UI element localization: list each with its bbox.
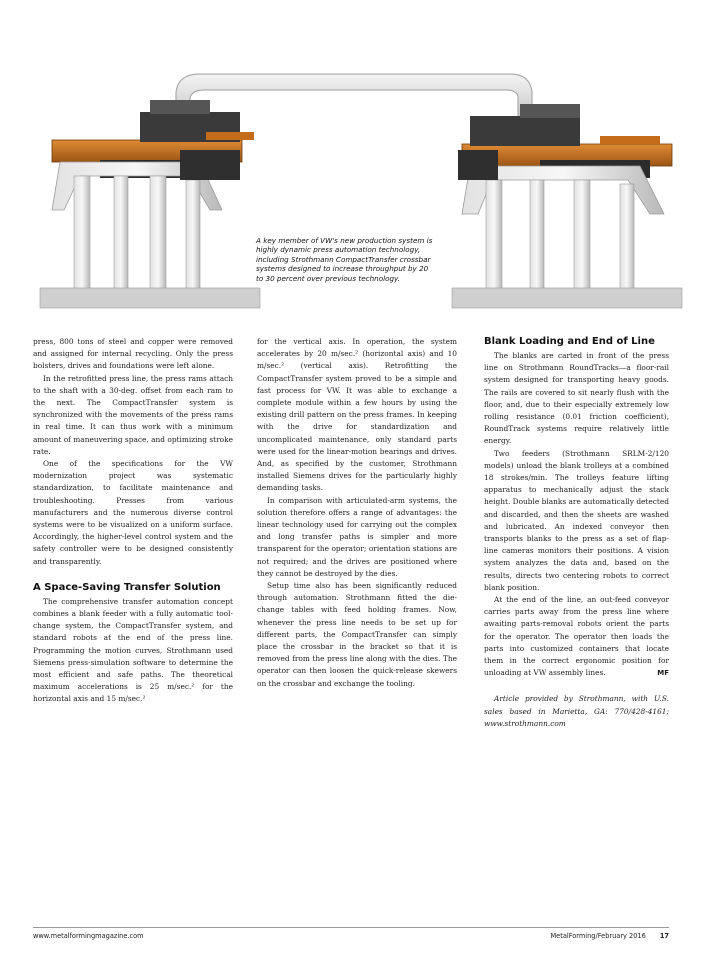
article-column-2	[257, 336, 457, 690]
left-transfer-unit	[40, 100, 260, 308]
section-heading: A Space-Saving Transfer Solution	[33, 581, 221, 593]
article-column-1	[33, 336, 233, 706]
figure-caption: A key member of VW's new production system is highly dynamic press automation technology, including Strothmann CompactTransfer crossbar systems designed to increase throughput by 20 to 30 percent over previous technology.	[256, 236, 433, 283]
magazine-website: www.metalformingmagazine.com	[33, 932, 144, 940]
paragraph: The blanks are carted in front of the press line on Strothmann RoundTracks—a floor-rail system designed for transporting heavy goods. The rails are covered to sit nearly flush with the floor, and, due to their especially extremely low rolling resistance (0.01 friction coefficient), RoundTrack systems require relatively little energy.	[484, 351, 669, 446]
page-footer	[33, 927, 669, 940]
paragraph	[484, 594, 669, 679]
paragraph: press, 800 tons of steel and copper were removed and assigned for internal recycling. Only the press bolsters, drives and foundations were left alone.	[33, 337, 233, 371]
end-mark: MF	[657, 669, 669, 678]
paragraph: In comparison with articulated-arm systems, the solution therefore offers a range of advantages: the linear technology used for carrying out the complex and long transfer paths is simpler and more transparent for the operator; orientation stations are not required; and the drives are positioned where they cannot be destroyed by the dies.	[257, 495, 457, 578]
issue-info	[550, 932, 669, 940]
paragraph: One of the specifications for the VW modernization project was systematic standardization, to facilitate maintenance and troubleshooting. Presses from various manufacturers and the numerous diverse control systems were to be visualized on a uniform surface. Accordingly, the higher-level control system and the safety controller were to be designed consistently and transparently.	[33, 459, 233, 566]
paragraph: Two feeders (Strothmann SRLM-2/120 models) unload the blank trolleys at a combined 18 strokes/min. The trolleys feature lifting apparatus to mechanically adjust the stack height. Double blanks are automatically detected and discarded, and then the sheets are washed and lubricated. An indexed conveyor then transports blanks to the press as a set of flap-line cameras monitors their positions. A vision system analyzes the data and, based on the results, directs two centering robots to correct blank position.	[484, 448, 669, 592]
paragraph: In the retrofitted press line, the press rams attach to the shaft with a 30-deg. offset from each ram to the next. The CompactTransfer system is synchronized with the movements of the press rams in real time. It can thus work with a minimum amount of maneuvering space, and optimizing stroke rate.	[33, 373, 233, 456]
paragraph: for the vertical axis. In operation, the system accelerates by 20 m/sec.² (horizontal axis) and 10 m/sec.² (vertical axis). Retrofitting the CompactTransfer system proved to be a simple and fast process for VW. It was able to exchange a complete module within a few hours by using the existing drill pattern on the press frames. In keeping with the drive for standardization and uncomplicated maintenance, only standard parts were used for the linear-motion bearings and drives. And, as specified by the customer, Strothmann installed Siemens drives for the particularly highly demanding tasks.	[257, 337, 457, 493]
right-transfer-unit	[452, 104, 682, 308]
paragraph: The comprehensive transfer automation concept combines a blank feeder with a fully automatic tool-change system, the CompactTransfer system, and standard robots at the end of the press line. Programming the motion curves, Strothmann used Siemens press-simulation software to determine the most efficient and safe paths. The theoretical maximum accelerations is 25 m/sec.² for the horizontal axis and 15 m/sec.²	[33, 596, 233, 704]
article-column-3	[484, 336, 669, 730]
section-heading: Blank Loading and End of Line	[484, 336, 655, 347]
page-number: 17	[659, 932, 669, 940]
paragraph: Setup time also has been significantly reduced through automation. Strothmann fitted the die-change tables with feed holding frames. Now, whenever the press line needs to be set up for different parts, the CompactTransfer can simply place the crossbar in the bracket so that it is removed from the press line along with the dies. The operator can then loosen the quick-release skewers on the crossbar and exchange the tooling.	[257, 581, 457, 688]
issue-label: MetalForming/February 2016	[550, 932, 646, 940]
article-attribution: Article provided by Strothmann, with U.S. sales based in Marietta, GA: 770/428-4161; www.strothmann.com	[484, 694, 669, 728]
paragraph-text: At the end of the line, an out-feed conveyor carries parts away from the press line where awaiting parts-removal robots orient the parts for the operator. The operator then loads the parts into customized containers that locate them in the correct ergonomic position for unloading at VW assembly lines.	[484, 595, 669, 678]
